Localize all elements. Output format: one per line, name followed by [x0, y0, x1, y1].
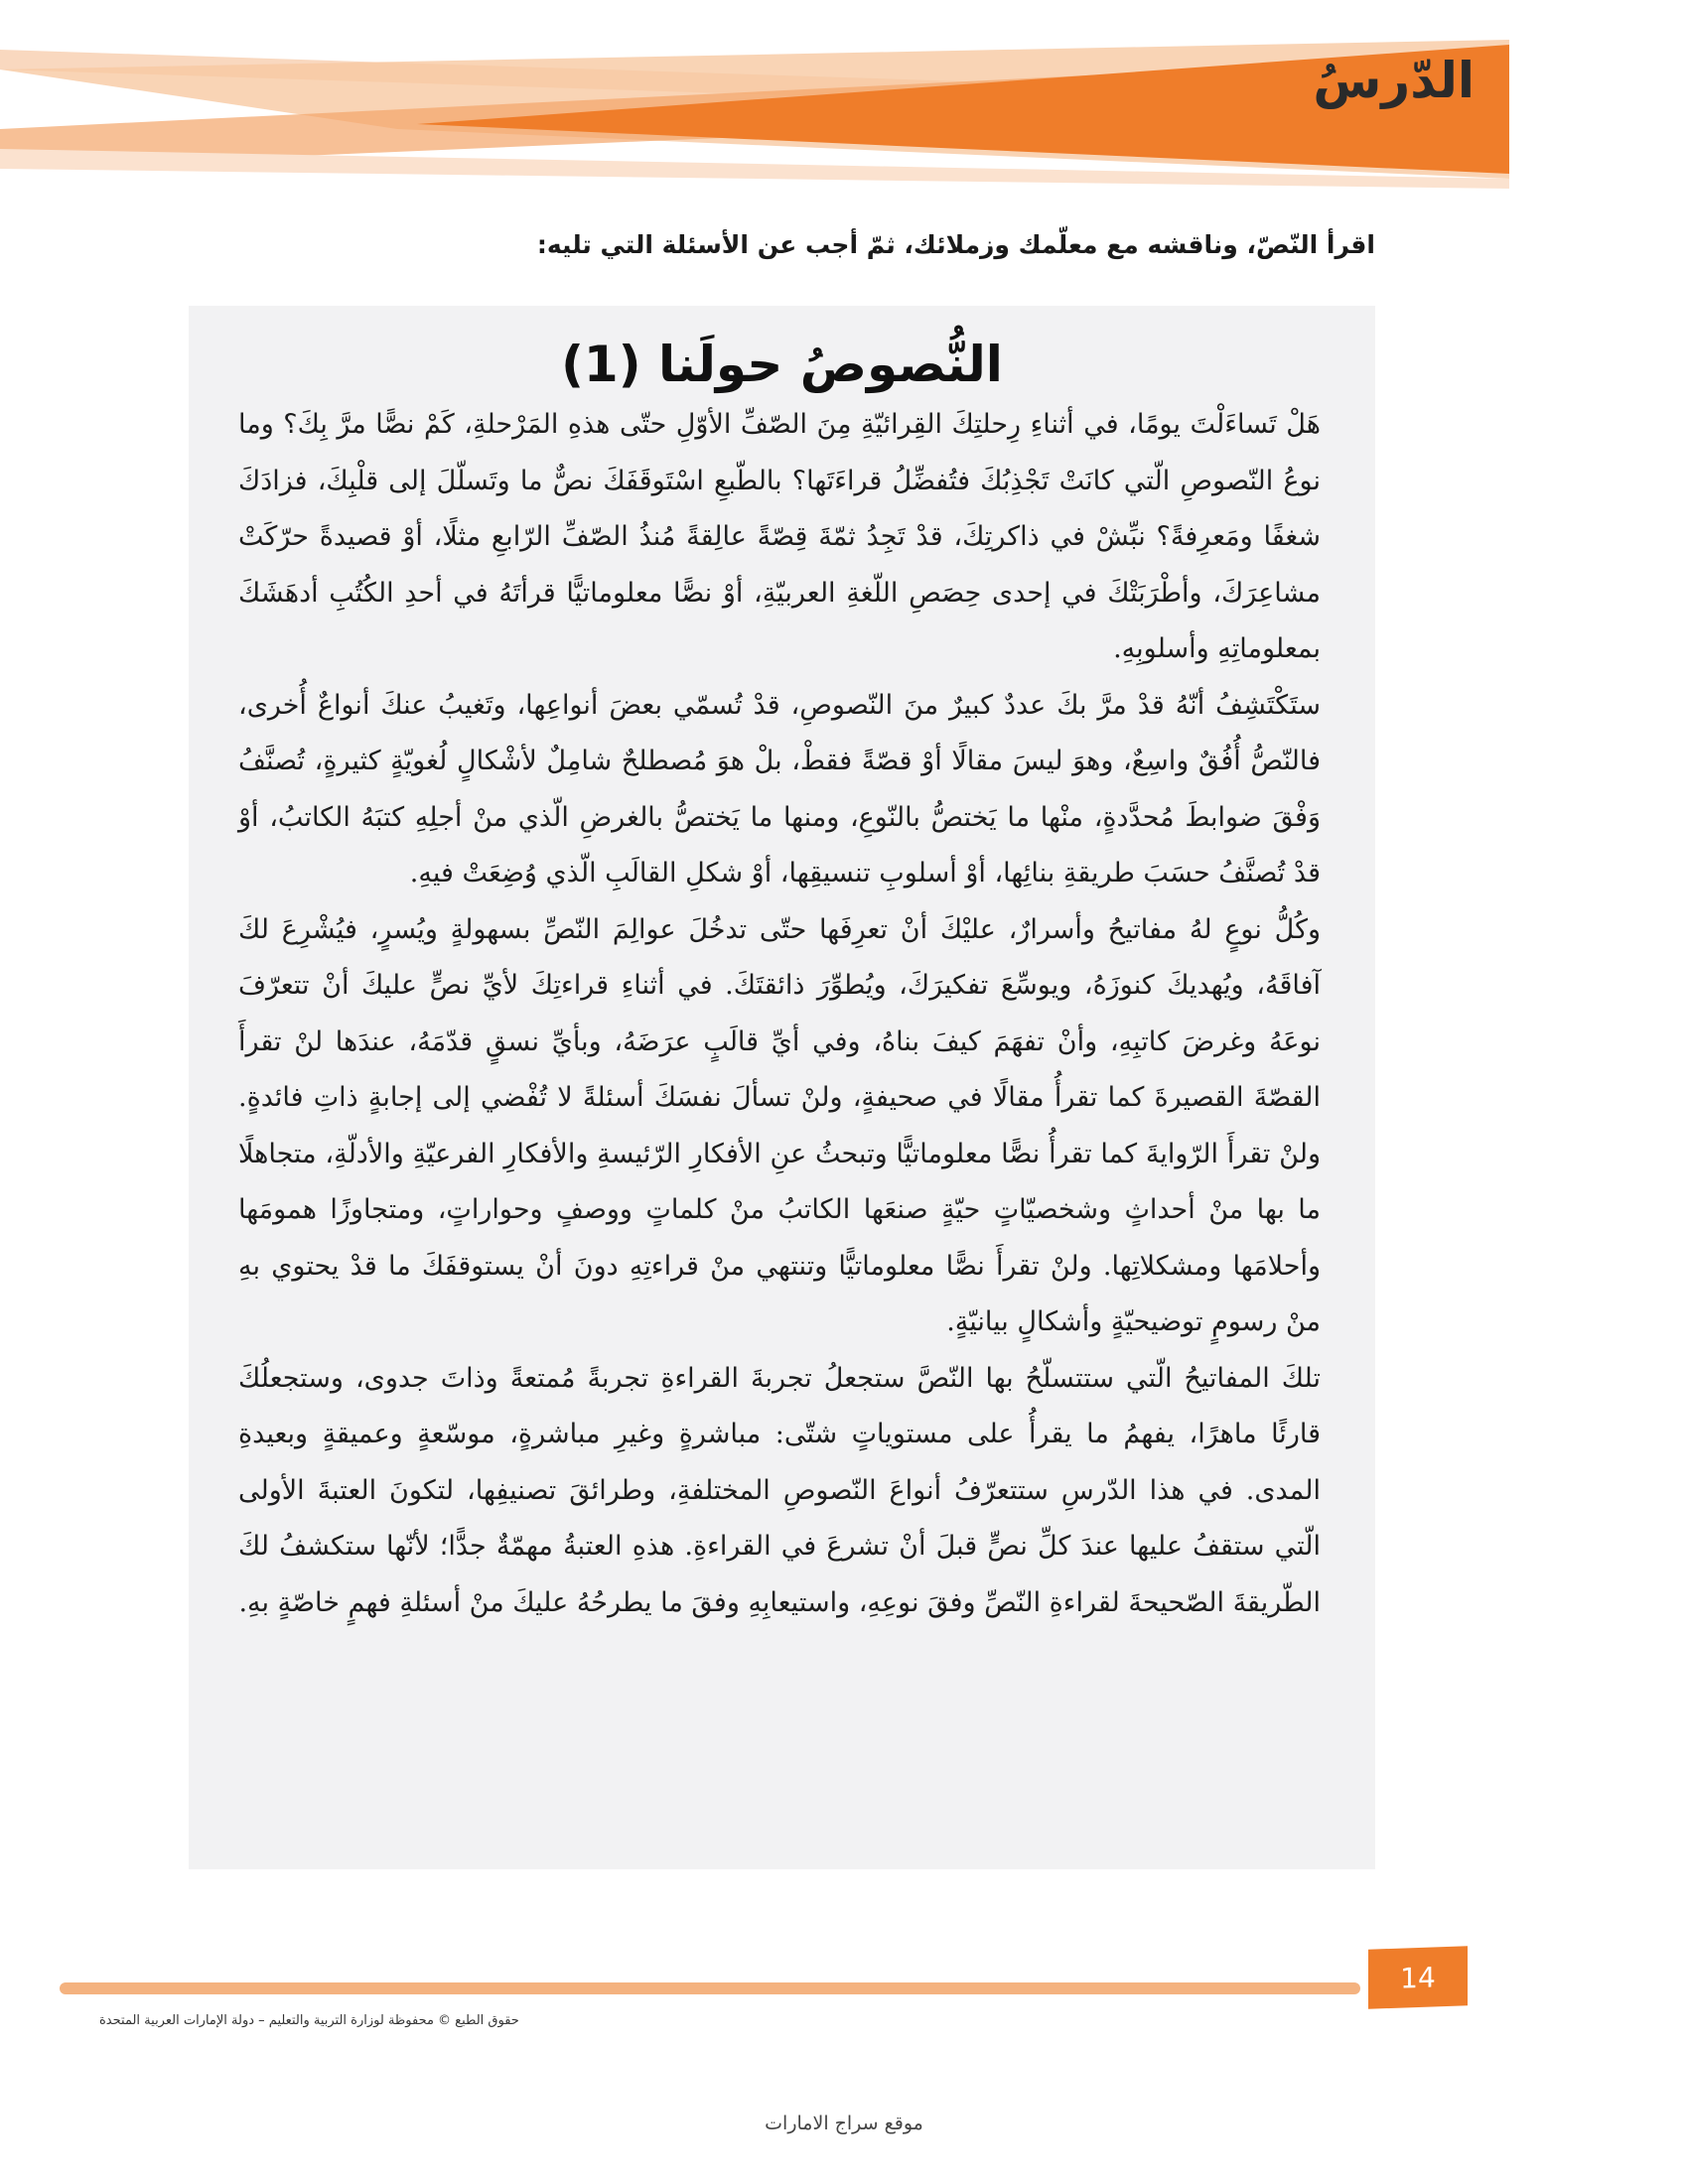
- footer-divider: [60, 1982, 1360, 1994]
- reading-text-box: [189, 306, 1375, 1869]
- paragraph: ستَكْتَشِفُ أنّهُ قدْ مرَّ بكَ عددٌ كبيرٌ منَ النّصوصِ، قدْ تُسمّي بعضَ أنواعِها، وتَغيبُ عنكَ أنواعٌ أُخرى، فالنّصُّ أُفُقٌ واسِعٌ، وهوَ ليسَ مقالًا أوْ قصّةً فقطْ، بلْ هوَ مُصطلحٌ شامِلٌ لأشْكالٍ لُغويّةٍ كثيرةٍ، تُصنَّفُ وَفْقَ ضوابطَ مُحدَّدةٍ، منْها ما يَختصُّ بالنّوعِ، ومنها ما يَختصُّ بالغرضِ الّذي منْ أجلِهِ كتبَهُ الكاتبُ، أوْ قدْ تُصنَّفُ حسَبَ طريقةِ بنائِها، أوْ أسلوبِ تنسيقِها، أوْ شكلِ القالَبِ الّذي وُضِعَتْ فيهِ.: [238, 689, 1321, 888]
- header-banner: [0, 30, 1509, 199]
- instruction-text: اقرأ النّصّ، وناقشه مع معلّمك وزملائك، ثمّ أجب عن الأسئلة التي تليه:: [536, 230, 1375, 259]
- page-number: 14: [1368, 1946, 1468, 2008]
- text-body: [189, 397, 1375, 1631]
- paragraph: تلكَ المفاتيحُ الّتي ستتسلّحُ بها النّصَّ ستجعلُ تجربةَ القراءةِ تجربةً مُمتعةً وذاتَ جدوى، وستجعلُكَ قارئًا ماهرًا، يفهمُ ما يقرأُ على مستوياتٍ شتّى: مباشرةٍ وغيرِ مباشرةٍ، موسّعةٍ وعميقةٍ وبعيدةِ المدى. في هذا الدّرسِ ستتعرّفُ أنواعَ النّصوصِ المختلفةِ، وطرائقَ تصنيفِها، لتكونَ العتبةَ الأولى الّتي ستقفُ عليها عندَ كلِّ نصٍّ قبلَ أنْ تشرعَ في القراءةِ. هذهِ العتبةُ مهمّةٌ جدًّا؛ لأنّها ستكشفُ لكَ الطّريقةَ الصّحيحةَ لقراءةِ النّصِّ وفقَ نوعِهِ، واستيعابِهِ وفقَ ما يطرحُهُ عليكَ منْ أسئلةِ فهمٍ خاصّةٍ بهِ.: [238, 1362, 1321, 1618]
- copyright-text: حقوق الطبع © محفوظة لوزارة التربية والتعليم – دولة الإمارات العربية المتحدة: [99, 2013, 519, 2028]
- paragraph: هَلْ تَساءَلْتَ يومًا، في أثناءِ رِحلتِكَ القِرائيّةِ مِنَ الصّفِّ الأوّلِ حتّى هذهِ المَرْحلةِ، كَمْ نصًّا مرَّ بِكَ؟ وما نوعُ النّصوصِ الّتي كانَتْ تَجْذِبُكَ فتُفضِّلُ قراءَتَها؟ بالطّبعِ اسْتَوقَفَكَ نصٌّ ما وتَسلّلَ إلى قلْبِكَ، فزادَكَ شغفًا ومَعرِفةً؟ نبِّشْ في ذاكرتِكَ، قدْ تَجِدُ ثمّةَ قِصّةً عالِقةً مُنذُ الصّفِّ الرّابعِ مثلًا، أوْ قصيدةً حرّكَتْ مشاعِرَكَ، وأطْرَبَتْكَ في إحدى حِصَصِ اللّغةِ العربيّةِ، أوْ نصًّا معلوماتيًّا قرأتَهُ في أحدِ الكُتُبِ أدهَشَكَ بمعلوماتِهِ وأسلوبِهِ.: [238, 409, 1321, 664]
- text-title: النُّصوصُ حولَنا (1): [561, 336, 1003, 393]
- site-footer: موقع سراج الامارات: [765, 2113, 923, 2134]
- lesson-heading: الدّرسُ: [1313, 52, 1475, 109]
- paragraph: وكُلُّ نوعٍ لهُ مفاتيحُ وأسرارٌ، عليْكَ أنْ تعرِفَها حتّى تدخُلَ عوالِمَ النّصِّ بسهولةٍ ويُسرٍ، فيُشْرِعَ لكَ آفاقَهُ، ويُهديكَ كنوزَهُ، ويوسِّعَ تفكيرَكَ، ويُطوِّرَ ذائقتَكَ. في أثناءِ قراءتِكَ لأيِّ نصٍّ عليكَ أنْ تتعرّفَ نوعَهُ وغرضَ كاتبِهِ، وأنْ تفهَمَ كيفَ بناهُ، وفي أيِّ قالَبٍ عرَضَهُ، وبأيِّ نسقٍ قدّمَهُ، عندَها لنْ تقرأَ القصّةَ القصيرةَ كما تقرأُ مقالًا في صحيفةٍ، ولنْ تسألَ نفسَكَ أسئلةً لا تُفْضي إلى إجابةٍ ذاتِ فائدةٍ. ولنْ تقرأَ الرّوايةَ كما تقرأُ نصًّا معلوماتيًّا وتبحثُ عنِ الأفكارِ الرّئيسةِ والأفكارِ الفرعيّةِ والأدلّةِ، متجاهلًا ما بها منْ أحداثٍ وشخصيّاتٍ حيّةٍ صنعَها الكاتبُ منْ كلماتٍ ووصفٍ وحواراتٍ، ومتجاوزًا همومَها وأحلامَها ومشكلاتِها. ولنْ تقرأَ نصًّا معلوماتيًّا وتنتهي منْ قراءتِهِ دونَ أنْ يستوقفَكَ ما قدْ يحتوي بهِ منْ رسومٍ توضيحيّةٍ وأشكالٍ بيانيّةٍ.: [238, 913, 1321, 1337]
